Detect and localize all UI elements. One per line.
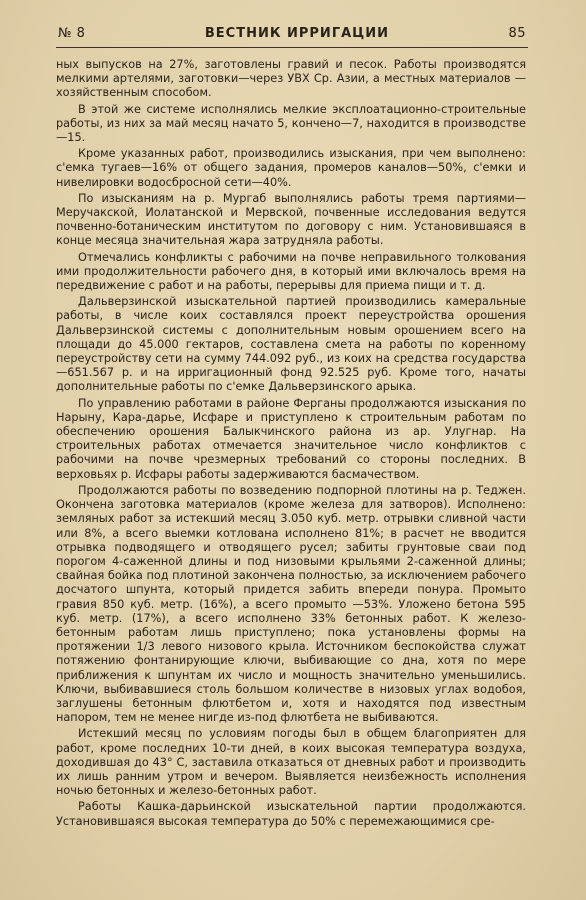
paragraph: По управлению работами в районе Ферганы продолжаются изыскания по Нарыну, Кара-дарье, Исфаре и приступлено к строительным работам по обеспечению орошения Балыкчинского района из ар. Улугнар. На строительных работах отмечается значительное число конфликтов с рабочими на почве чрезмерных требований со стороны последних. В верховьях р. Исфары работы задерживаются басмачеством. xyxy=(56,396,526,481)
running-header xyxy=(58,26,526,46)
paragraph: По изысканиям на р. Мургаб выполнялись работы тремя партиями—Меручакской, Иолатанской и Мервской, почвенные исследования ведутся почвенно-ботаническим институтом по договору с ним. Установившаяся в конце месяца значительная жара затрудняла работы. xyxy=(56,191,526,248)
page-number: 85 xyxy=(508,26,526,41)
paragraph: Работы Кашка-дарьинской изыскательной партии продолжаются. Установившаяся высокая температура до 50% с перемежающимися сре- xyxy=(56,800,526,828)
paragraph: ных выпусков на 27%, заготовлены гравий и песок. Работы производятся мелкими артелями, заготовки—через УВХ Ср. Азии, а местных материалов —хозяйственным способом. xyxy=(56,58,526,100)
header-rule xyxy=(56,47,528,48)
paragraph: Отмечались конфликты с рабочими на почве неправильного толкования ими продолжительности рабочего дня, в который ими включалось время на передвижение с работ и на работы, перерывы для приема пищи и т. д. xyxy=(56,250,526,293)
paragraph: Истекший месяц по условиям погоды был в общем благоприятен для работ, кроме последних 10-ти дней, в коих высокая температура воздуха, доходившая до 43° С, заставила отказаться от дневных работ и производить их лишь ранним утром и вечером. Выявляется неизбежность исполнения ночью бетонных и железо-бетонных работ. xyxy=(56,727,526,798)
paragraph: В этой же системе исполнялись мелкие эксплоатационно-строительные работы, из них за май месяц начато 5, кончено—7, находится в производстве—15. xyxy=(56,102,526,145)
article-body xyxy=(56,58,526,890)
paragraph: Продолжаются работы по возведению подпорной плотины на р. Теджен. Окончена заготовка материалов (кроме железа для затворов). Исполнено: земляных работ за истекший месяц 3.050 куб. метр. отрывки сливной части или 8%, а всего выемки котлована исполнено 81%; в расчет не вводится отрывка подводящего и отводящего русел; забиты грунтовые сваи под порогом 4-саженной длины и под низовыми крыльями 2-саженной длины; свайная бойка под плотиной закончена полностью, за исключением рабочего досчатого шпунта, который придется забить впереди понура. Промыто гравия 850 куб. метр. (16%), а всего промыто —53%. Уложено бетона 595 куб. метр. (17%), а всего исполнено 33% бетонных работ. К железо-бетонным работам лишь приступлено; пока установлены формы на протяжении 1/3 левого низового крыла. Источником беспокойства служат потяжению фонтанирующие ключи, выбивающие со дна, хотя по мере приближения к шпунтам их число и мощность значительно уменьшились. Ключи, выбивавшиеся столь большом количестве в низовых углах водобоя, заглушены бетонным флютбетом и, хотя и находятся под известным напором, тем не менее нигде из-под флютбета не выбиваются. xyxy=(56,483,526,725)
paragraph: Дальверзинской изыскательной партией производились камеральные работы, в числе коих составлялся проект переустройства орошения Дальверзинской системы с дополнительным новым орошением всего на площади до 45.000 гектаров, составлена смета на работы по коренному переустройству сети на сумму 744.092 руб., из коих на средства государства—651.567 р. и на ирригационный фонд 92.525 руб. Кроме того, начаты дополнительные работы по с'емке Дальверзинского арыка. xyxy=(56,295,526,394)
journal-title: ВЕСТНИК ИРРИГАЦИИ xyxy=(204,26,389,41)
issue-number: № 8 xyxy=(58,26,86,41)
paragraph: Кроме указанных работ, производились изыскания, при чем выполнено: с'емка тугаев—16% от общего задания, промеров каналов—50%, с'емки и нивелировки водосбросной сети—40%. xyxy=(56,147,526,189)
